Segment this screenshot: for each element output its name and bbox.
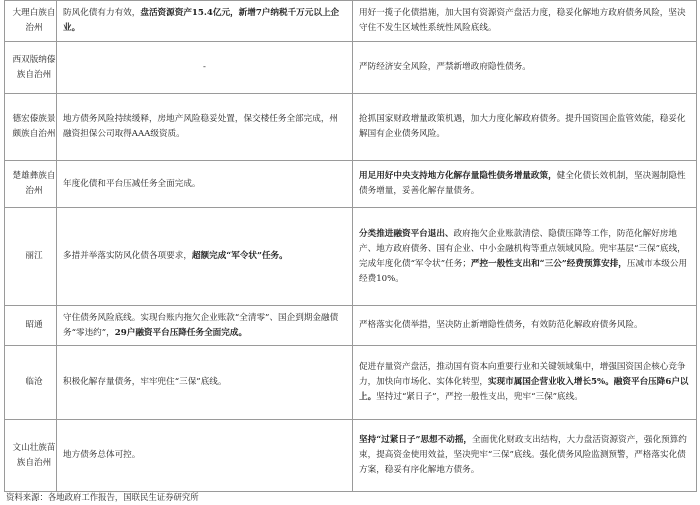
region-cell xyxy=(5,208,57,306)
text-segment: 年度化债和平台压减任务全面完成。 xyxy=(63,178,201,189)
region-name: 昭通 xyxy=(25,320,43,330)
past-work-cell xyxy=(57,208,353,306)
region-name: 西双版纳傣族自治州 xyxy=(12,54,56,80)
text-segment: 多措并举落实防风化债各项要求， xyxy=(63,251,192,261)
past-work-cell xyxy=(57,161,353,208)
text-segment: 守住债务风险底线。实现台账内拖欠企业账款“全清零”、国企到期金融债务“零违约”， xyxy=(63,312,339,338)
plan-cell xyxy=(353,42,697,94)
region-name: 丽江 xyxy=(25,251,43,261)
region-cell xyxy=(5,306,57,346)
table-row xyxy=(5,306,697,346)
text-segment: 地方债务总体可控。 xyxy=(63,450,141,460)
region-cell xyxy=(5,346,57,420)
text-segment: 压减市本级公用经费10%。 xyxy=(359,258,688,284)
table-body xyxy=(5,1,697,492)
region-name: 文山壮族苗族自治州 xyxy=(12,442,56,468)
plan-cell xyxy=(353,94,697,161)
table-row xyxy=(5,161,697,208)
region-cell xyxy=(5,420,57,492)
bold-text-segment: 盘活资源资产15.4亿元，新增7户纳税千万元以上企业。 xyxy=(63,8,340,33)
past-work-cell xyxy=(57,94,353,161)
text-segment: 严格落实化债举措，坚决防止新增隐性债务，有效防范化解政府债务风险。 xyxy=(359,320,643,330)
region-name: 临沧 xyxy=(25,377,43,387)
text-segment: 政府拖欠企业账款清偿、隐债压降等工作，防范化解好房地产、地方政府债务、国有企业、中小金融机构等重点领域风险。兜牢基层“三保”底线，完成年度化债“军令状”任务； xyxy=(359,228,686,269)
text-segment: 防风化债有力有效， xyxy=(63,8,141,18)
text-segment: 抢抓国家财政增量政策机遇，加大力度化解政府债务。提升国资国企监管效能，稳妥化解国有企业债务风险。 xyxy=(359,114,686,139)
source-note: 资料来源：各地政府工作报告，国联民生证券研究所 xyxy=(6,492,199,502)
plan-cell xyxy=(353,161,697,208)
bold-text-segment: 29户融资平台压降任务全面完成。 xyxy=(114,327,248,338)
text-segment: 积极化解存量债务，牢牢兜住“三保”底线。 xyxy=(63,377,227,387)
plan-cell xyxy=(353,420,697,492)
text-segment: 健全化债长效机制，坚决遏制隐性债务增量，妥善化解存量债务。 xyxy=(359,171,686,196)
past-work-cell xyxy=(57,420,353,492)
region-name: 德宏傣族景颇族自治州 xyxy=(12,114,56,139)
text-segment: 用好一揽子化债措施，加大国有资源资产盘活力度，稳妥化解地方政府债务风险，坚决守住不发生区域性系统性风险底线。 xyxy=(359,8,686,33)
past-work-cell xyxy=(57,306,353,346)
table-row xyxy=(5,208,697,306)
plan-cell xyxy=(353,306,697,346)
policy-table xyxy=(4,0,697,492)
text-segment: 促进存量资产盘活，推动国有资本向重要行业和关键领域集中，增强国资国企核心竞争力，加快向市场化、实体化转型， xyxy=(359,362,686,387)
table-row xyxy=(5,346,697,420)
bold-text-segment: 坚持“过紧日子”思想不动摇， xyxy=(359,435,473,445)
region-cell xyxy=(5,94,57,161)
text-segment: 地方债务风险持续缓释，房地产风险稳妥处置，保交楼任务全部完成，州融资担保公司取得AAA级资质。 xyxy=(63,114,339,139)
region-name: 大理白族自治州 xyxy=(12,8,56,33)
table-row xyxy=(5,420,697,492)
table-row xyxy=(5,1,697,42)
text-segment: 坚持过“紧日子”，严控一般性支出，兜牢“三保”底线。 xyxy=(376,392,583,402)
past-work-cell xyxy=(57,346,353,420)
region-name: 楚雄彝族自治州 xyxy=(12,171,56,196)
text-segment: - xyxy=(203,62,206,72)
table-row xyxy=(5,94,697,161)
past-work-cell xyxy=(57,42,353,94)
plan-cell xyxy=(353,346,697,420)
plan-cell xyxy=(353,1,697,42)
text-segment: 全面优化财政支出结构，大力盘活资源资产，强化预算约束，提高资金使用效益，坚决兜牢“三保”底线。强化债务风险监测预警，严格落实化债方案，稳妥有序化解地方债务。 xyxy=(359,435,687,475)
table-row xyxy=(5,42,697,94)
region-cell xyxy=(5,42,57,94)
past-work-cell xyxy=(57,1,353,42)
plan-cell xyxy=(353,208,697,306)
bold-text-segment: 严控一般性支出和“三公”经费预算安排， xyxy=(470,258,627,269)
bold-text-segment: 超额完成“军令状”任务。 xyxy=(191,251,288,261)
text-segment: 严防经济安全风险，严禁新增政府隐性债务。 xyxy=(359,62,531,72)
bold-text-segment: 实现市属国企营业收入增长5%。融资平台压降6户以上。 xyxy=(359,377,689,402)
bold-text-segment: 用足用好中央支持地方化解存量隐性债务增量政策， xyxy=(359,171,557,181)
bold-text-segment: 分类推进融资平台退出、 xyxy=(359,228,454,239)
region-cell xyxy=(5,1,57,42)
region-cell xyxy=(5,161,57,208)
